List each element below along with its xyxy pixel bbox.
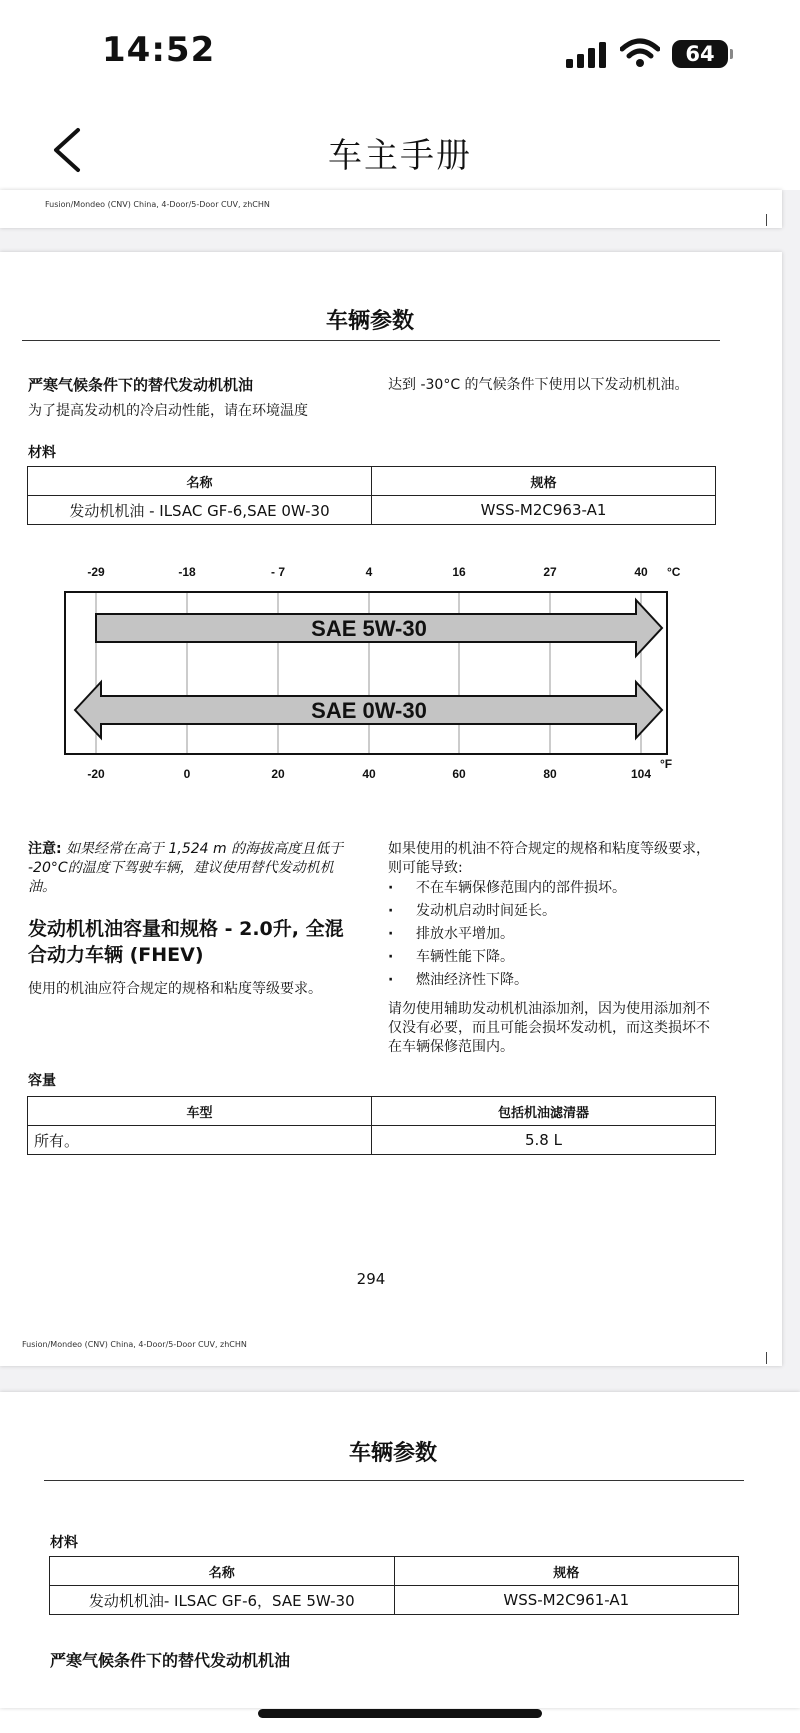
table-header-cell: 规格 bbox=[372, 467, 716, 496]
page-1-header-text: Fusion/Mondeo (CNV) China, 4-Door/5-Door CUV, zhCHN bbox=[45, 200, 270, 209]
bottom-tick-label: 104 bbox=[630, 767, 652, 781]
alt-oil-text-right: 达到 -30°C 的气候条件下使用以下发动机机油。 bbox=[388, 377, 689, 393]
capacity-label: 容量 bbox=[28, 1073, 56, 1089]
materials-table bbox=[49, 1556, 739, 1615]
page-2 bbox=[0, 252, 782, 1366]
section-rule bbox=[44, 1480, 744, 1481]
section-title: 车辆参数 bbox=[325, 309, 414, 334]
page-number: 294 bbox=[356, 1270, 386, 1288]
table-cell: 5.8 L bbox=[372, 1126, 716, 1155]
table-header-row bbox=[50, 1557, 739, 1586]
table-row bbox=[28, 1126, 716, 1155]
status-time: 14:52 bbox=[102, 30, 216, 70]
top-tick-label: -29 bbox=[87, 565, 105, 579]
nav-title: 车主手册 bbox=[328, 136, 472, 176]
table-row bbox=[50, 1586, 739, 1615]
top-tick-label: 16 bbox=[452, 565, 466, 579]
table-cell: 发动机机油 - ILSAC GF-6,SAE 0W-30 bbox=[28, 496, 372, 525]
table-cell: 所有。 bbox=[28, 1126, 372, 1155]
series-label: SAE 0W-30 bbox=[311, 698, 427, 723]
table-header-cell: 车型 bbox=[28, 1097, 372, 1126]
additive-warning: 请勿使用辅助发动机机油添加剂，因为使用添加剂不仅没有必要，而且可能会损坏发动机，而这类损坏不在车辆保修范围内。 bbox=[388, 1001, 710, 1055]
bottom-tick-label: 80 bbox=[543, 767, 557, 781]
top-tick-label: 27 bbox=[543, 565, 557, 579]
top-tick-label: 40 bbox=[634, 565, 648, 579]
consequence-list bbox=[388, 877, 718, 992]
table-cell: 发动机机油- ILSAC GF-6，SAE 5W-30 bbox=[50, 1586, 395, 1615]
table-header-row bbox=[28, 1097, 716, 1126]
bottom-tick-label: -20 bbox=[87, 767, 105, 781]
notice-text: 如果经常在高于 1,524 m 的海拔高度且低于 -20°C的温度下驾驶车辆，建议使用替代发动机机油。 bbox=[28, 841, 344, 895]
home-indicator[interactable] bbox=[258, 1709, 542, 1718]
battery-level: 64 bbox=[685, 42, 715, 66]
table-header-cell: 包括机油滤清器 bbox=[372, 1097, 716, 1126]
page-2-footer-text: Fusion/Mondeo (CNV) China, 4-Door/5-Door CUV, zhCHN bbox=[22, 1340, 247, 1349]
alt-oil-heading: 严寒气候条件下的替代发动机机油 bbox=[28, 376, 254, 394]
page-3 bbox=[0, 1392, 800, 1708]
viscosity-chart bbox=[55, 558, 695, 758]
top-tick-label: -18 bbox=[178, 565, 196, 579]
top-tick-label: 4 bbox=[365, 565, 373, 579]
alt-oil-heading: 严寒气候条件下的替代发动机机油 bbox=[50, 1651, 291, 1670]
table-row bbox=[28, 496, 716, 525]
page-1 bbox=[0, 190, 782, 228]
series-label: SAE 5W-30 bbox=[311, 616, 427, 641]
battery-indicator bbox=[672, 40, 728, 68]
list-item: · 排放水平增加。 bbox=[388, 923, 718, 946]
table-header-cell: 名称 bbox=[50, 1557, 395, 1586]
crop-mark bbox=[766, 214, 767, 226]
list-item: · 发动机启动时间延长。 bbox=[388, 900, 718, 923]
axis-unit-fahrenheit: °F bbox=[660, 758, 673, 771]
viscosity-chart-bottom-axis bbox=[55, 758, 695, 788]
bottom-tick-label: 40 bbox=[362, 767, 376, 781]
list-item: · 不在车辆保修范围内的部件损坏。 bbox=[388, 877, 718, 900]
materials-label: 材料 bbox=[28, 445, 56, 461]
battery-cap bbox=[730, 49, 733, 59]
cellular-signal-icon bbox=[566, 42, 610, 68]
wifi-icon bbox=[620, 38, 660, 68]
crop-mark bbox=[766, 1352, 767, 1364]
section-rule bbox=[22, 340, 720, 341]
axis-unit-celsius: °C bbox=[667, 565, 681, 579]
top-tick-label: - 7 bbox=[270, 565, 286, 579]
capacity-table bbox=[27, 1096, 716, 1155]
bottom-tick-label: 20 bbox=[271, 767, 285, 781]
capacity-heading: 发动机机油容量和规格 - 2.0升, 全混合动力车辆 (FHEV) bbox=[28, 918, 344, 966]
notice bbox=[28, 840, 358, 897]
bottom-tick-label: 0 bbox=[183, 767, 191, 781]
right-intro: 如果使用的机油不符合规定的规格和粘度等级要求，则可能导致: bbox=[388, 841, 710, 876]
bottom-tick-label: 60 bbox=[452, 767, 466, 781]
table-header-cell: 规格 bbox=[394, 1557, 739, 1586]
notice-label: 注意: bbox=[28, 841, 62, 857]
list-item: · 燃油经济性下降。 bbox=[388, 969, 718, 992]
table-header-cell: 名称 bbox=[28, 467, 372, 496]
list-item: · 车辆性能下降。 bbox=[388, 946, 718, 969]
section-title: 车辆参数 bbox=[348, 1441, 437, 1466]
table-cell: WSS-M2C961-A1 bbox=[394, 1586, 739, 1615]
alt-oil-text-left: 为了提高发动机的冷启动性能，请在环境温度 bbox=[28, 403, 308, 419]
table-header-row bbox=[28, 467, 716, 496]
capacity-text: 使用的机油应符合规定的规格和粘度等级要求。 bbox=[28, 981, 322, 997]
table-cell: WSS-M2C963-A1 bbox=[372, 496, 716, 525]
materials-label: 材料 bbox=[50, 1535, 78, 1551]
materials-table bbox=[27, 466, 716, 525]
